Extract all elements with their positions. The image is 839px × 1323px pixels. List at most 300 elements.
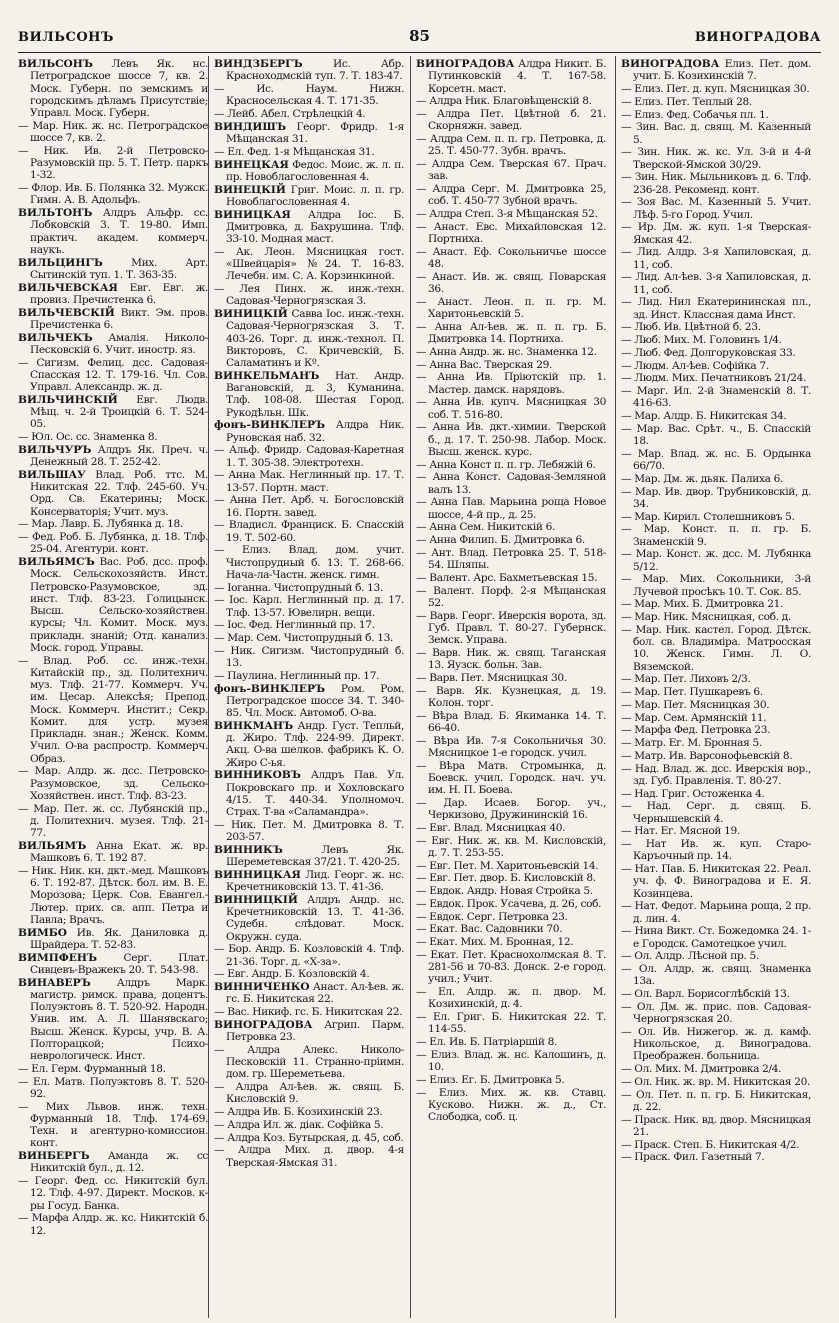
entry-text: — Іоганна. Чистопрудный б. 13. — [214, 581, 383, 594]
entry-text: — Лея Пинх. ж. инж.-техн. Садовая-Черногрязская 3. — [214, 283, 404, 308]
surname: фонъ-ВИНКЛЕРЪ — [214, 419, 326, 432]
surname: ВИНЕЦКАЯ — [214, 158, 289, 171]
column-3 — [416, 58, 606, 1316]
directory-entry — [214, 108, 404, 120]
directory-entry — [18, 120, 208, 145]
entry-text: Андр. Густ. Тепльй, д. Жиро. Тлф. 224-99. Директ. Акц. О-ва шелков. фабрикъ К. О. Жиро С-ья. — [226, 719, 404, 769]
entry-text: — Евдок. Серг. Петровка 23. — [416, 910, 568, 923]
entry-text: — Алдра Ив. Б. Козихинскій 23. — [214, 1106, 383, 1118]
entry-text: — Анна Ив. дкт.-химии. Тверской б., д. 17. Т. 250-98. Лабор. Моск. Высш. женск. курс. — [416, 421, 606, 458]
surname: ВИМПФЕНЪ — [18, 951, 97, 964]
directory-entry — [621, 121, 811, 146]
directory-entry — [214, 209, 404, 246]
directory-entry — [214, 184, 404, 209]
entry-text: — Ол. Ник. ж. вр. М. Никитская 20. — [621, 1075, 811, 1088]
entry-text: — Екат. Мих. М. Бронная, 12. — [416, 936, 574, 948]
surname: ВИЛЬСОНЪ — [18, 58, 93, 70]
entry-text: — Георг. Фед. сс. Никитскій бул. 12. Тлф. 4-97. Директ. Москов. к-ры Госуд. Банка. — [18, 1175, 208, 1212]
surname: ВИНИЦКАЯ — [214, 208, 291, 221]
entry-text: — Мар. Кирил. Столешниковъ 5. — [621, 510, 795, 523]
directory-entry — [18, 357, 208, 394]
directory-entry — [214, 670, 404, 682]
directory-entry — [416, 221, 606, 246]
directory-entry — [621, 1026, 811, 1063]
directory-entry — [416, 133, 606, 158]
surname: ВИННИЧЕНКО — [214, 981, 310, 993]
entry-text: — Іос. Фед. Неглинный пр. 17. — [214, 619, 375, 632]
directory-entry — [621, 988, 811, 1000]
directory-entry — [214, 544, 404, 581]
entry-text: — Ол. Варл. Борисоглѣбскій 13. — [621, 988, 790, 1000]
directory-entry — [416, 1036, 606, 1048]
entry-text: — Лид. Алдр. 3-я Хапиловская, д. 11, соб. — [621, 246, 811, 271]
directory-entry — [416, 911, 606, 923]
surname: ВИЛЬЧЕВСКІЙ — [18, 306, 115, 319]
directory-entry — [621, 523, 811, 548]
directory-entry — [214, 469, 404, 494]
entry-text: — Над. Григ. Остоженка 4. — [621, 787, 765, 800]
entry-text: — Сигизм. Фелиц. дсс. Садовая-Спасская 12. Т. 179-16. Чл. Сов. Управл. Александр. ж. д. — [18, 356, 208, 393]
entry-text: — Алдра Пет. Цвѣтной б. 21. Скорняжн. завед. — [416, 108, 606, 133]
directory-entry — [621, 699, 811, 711]
directory-entry — [621, 724, 811, 736]
directory-entry — [621, 750, 811, 762]
directory-entry — [621, 1089, 811, 1114]
entry-text: — Ол. Алдр. ж. свящ. Знаменка 13а. — [621, 963, 811, 988]
entry-text: — Екат. Пет. Краснохолмская 8. Т. 281-56 и 70-83. Донск. 2-е город. учил.; Учит. — [416, 948, 606, 986]
entry-text: Левъ Як. нс. Петроградское шоссе 7, кв. 2. Моск. Губерн. по земскимъ и городскимъ дѣламъ Присутствіе; Управл. Моск. Губерн. — [30, 58, 208, 119]
entry-text: — Юл. Ос. сс. Знаменка 8. — [18, 431, 158, 443]
directory-entry — [416, 1074, 606, 1086]
entry-text: — Мар. Лавр. Б. Лубянка д. 18. — [18, 518, 183, 531]
directory-entry — [214, 83, 404, 108]
directory-entry — [214, 1132, 404, 1144]
entry-text: — Матр. Ив. Варсонофьевскій 8. — [621, 749, 793, 762]
entry-text: — Людм. Мих. Печатниковъ 21/24. — [621, 372, 807, 385]
directory-entry — [621, 1151, 811, 1163]
directory-entry — [621, 410, 811, 422]
directory-entry — [214, 1044, 404, 1081]
entry-text: Алдръ Альфр. сс. Лобковскій 3. Т. 19-80. Имп. практич. академ. коммерч. наукъ. — [30, 207, 208, 256]
entry-text: — Елиз. Влад. ж. нс. Калошинъ, д. 10. — [416, 1048, 606, 1073]
directory-entry — [214, 246, 404, 283]
surname: ВИНИЦКІЙ — [214, 308, 288, 320]
entry-text: — Елиз. Ег. Б. Дмитровка 5. — [416, 1073, 565, 1086]
entry-text: — Евг. Ник. ж. кв. М. Кисловскій, д. 7. Т. 253-55. — [416, 834, 606, 859]
entry-text: — Праск. Степ. Б. Никитская 4/2. — [621, 1138, 800, 1151]
entry-text: — Евг. Андр. Б. Козловскій 4. — [214, 968, 370, 981]
surname: ВИМБО — [18, 926, 67, 939]
entry-text: — Анна Мак. Неглинный пр. 17. Т. 13-57. Портн. маст. — [214, 469, 404, 494]
directory-entry — [621, 347, 811, 359]
entry-text: — Нат Ив. ж. куп. Старо-Каръочный пр. 14. — [621, 838, 811, 863]
entry-text: — Мар. Ник. Мясницкая, соб. д. — [621, 611, 791, 623]
directory-entry — [621, 321, 811, 333]
entry-text: — Праск. Ник. вд. двор. Мясницкая 21. — [621, 1113, 811, 1138]
surname: ВИЛЬЧИНСКІЙ — [18, 393, 118, 406]
directory-entry — [214, 444, 404, 469]
surname: ВИЛЬЦИНГЪ — [18, 256, 103, 269]
entry-text: — Алдра Ник. Благовѣщенскій 8. — [416, 95, 592, 108]
surname: ВИНБЕРГЪ — [18, 1150, 90, 1162]
entry-text: — Паулина. Неглинный пр. 17. — [214, 669, 380, 682]
entry-text: — Мар. Конст. ж. дсс. М. Лубянка 5/12. — [621, 548, 811, 573]
directory-entry — [621, 1063, 811, 1075]
entry-text: — Евг. Пет. двор. Б. Кисловскій 8. — [416, 872, 596, 885]
directory-entry — [214, 819, 404, 844]
directory-entry — [214, 1019, 404, 1044]
entry-text: — Ник. Пет. М. Дмитровка 8. Т. 203-57. — [214, 818, 404, 843]
directory-entry — [18, 1212, 208, 1237]
directory-entry — [18, 865, 208, 926]
directory-entry — [416, 296, 606, 321]
entry-text: Викт. Эм. пров. Пречистенка 6. — [30, 306, 208, 331]
directory-entry — [416, 371, 606, 396]
directory-entry — [621, 473, 811, 485]
entry-text: — Ник. Сигизм. Чистопрудный б. 13. — [214, 644, 404, 669]
entry-text: — Анна Конст. Садовая-Земляной валъ 13. — [416, 471, 606, 496]
directory-entry — [18, 58, 208, 119]
column-4 — [621, 58, 811, 1316]
running-head-left: ВИЛЬСОНЪ — [18, 30, 114, 45]
directory-entry — [416, 572, 606, 584]
entry-text: — Елиз. Пет. д. куп. Мясницкая 30. — [621, 83, 810, 95]
entry-text: — Алдра Сем. п. п. гр. Петровка, д. 25. Т. 450-77. Зубн. врачъ. — [416, 133, 606, 158]
directory-entry — [214, 943, 404, 968]
entry-text: — Евг. Пет. М. Харитоньевскій 14. — [416, 859, 599, 872]
surname: ВИНЕЦКІЙ — [214, 183, 286, 196]
entry-text: — Алдра Сем. Тверская 67. Прач. зав. — [416, 158, 606, 183]
directory-entry — [621, 925, 811, 950]
entry-text: Аманда ж. сс Никитскій бул., д. 12. — [30, 1150, 208, 1175]
entry-text: — Елиз. Мих. ж. кв. Ставц. Кусково. Нижн. ж. д., Ст. Слободка, соб. ц. — [416, 1086, 606, 1123]
entry-text: — Ел. Матв. Полуэктовъ 8. Т. 520-92. — [18, 1075, 208, 1100]
directory-entry — [416, 923, 606, 935]
directory-entry — [214, 283, 404, 308]
directory-entry — [621, 196, 811, 221]
directory-entry — [214, 582, 404, 594]
entry-text: — Мар. Мих. Б. Дмитровка 21. — [621, 598, 784, 611]
directory-entry — [18, 469, 208, 518]
directory-entry — [18, 145, 208, 182]
entry-text: — Варв. Пет. Мясницкая 30. — [416, 671, 567, 684]
entry-text: — Мар. Пет. ж. сс. Лубянскій пр., д. Политехнич. музея. Тлф. 21-77. — [18, 802, 208, 839]
surname: ВИННИКЪ — [214, 843, 283, 856]
directory-entry — [214, 894, 404, 943]
directory-entry — [18, 952, 208, 977]
entry-text: — Вѣра Матв. Стромынка, д. Боевск. учил. Городск. нач. уч. им. Н. П. Боева. — [416, 759, 606, 796]
entry-text: Анна Екат. ж. вр. Машковъ 6. Т. 192 87. — [30, 839, 208, 864]
column-divider — [615, 56, 616, 1318]
directory-entry — [621, 611, 811, 623]
entry-text: — Евдок. Прок. Усачева, д. 26, соб. — [416, 897, 602, 910]
directory-entry — [621, 825, 811, 837]
entry-text: — Мар. Пет. Мясницкая 30. — [621, 698, 770, 711]
directory-entry — [621, 423, 811, 448]
entry-text: Алдръ Як. Преч. ч. Денежный 28. Т. 252-42. — [30, 443, 208, 468]
directory-entry — [416, 108, 606, 133]
surname: ВИНКМАНЪ — [214, 719, 294, 732]
entry-text: — Люб. Мих. М. Головинъ 1/4. — [621, 334, 782, 346]
surname: ВИНАВЕРЪ — [18, 976, 91, 989]
surname: ВИНОГРАДОВА — [621, 58, 720, 70]
entry-text: Алдръ Марк. магистр. римск. права, доцентъ. Полуэктовъ 8. Т. 520-92. Народн. Унив. им. А. Л. Шанявскаго; Высш. Женск. Курсы, учр. В. А. Полторацкой; Психо-неврологическ. Инст. — [30, 976, 208, 1062]
entry-text: — Марфа Алдр. ж. кс. Никитскій б. 12. — [18, 1212, 208, 1237]
directory-entry — [214, 869, 404, 894]
page-header — [18, 27, 821, 50]
entry-text: Анаст. Ал-ѣев. ж. гс. Б. Никитская 22. — [226, 981, 404, 1006]
surname: ВИЛЬЧЕКЪ — [18, 331, 93, 344]
entry-text: — Зоя Вас. М. Казенный 5. Учит. Лѣф. 5-го Город. Учил. — [621, 196, 811, 221]
entry-text: — Ел. Алдр. ж. п. двор. М. Козихинскій, д. 4. — [416, 986, 606, 1011]
directory-entry — [621, 271, 811, 296]
directory-entry — [416, 359, 606, 371]
directory-entry — [416, 346, 606, 358]
entry-text: — Лид. Нил Екатерининская пл., зд. Инст. Классная дама Инст. — [621, 296, 811, 321]
directory-entry — [621, 171, 811, 196]
entry-text: — Матр. Ег. М. Бронная 5. — [621, 737, 762, 749]
surname: ВИЛЬЯМЪ — [18, 839, 87, 852]
directory-entry — [416, 898, 606, 910]
surname: ВИЛЬЧУРЪ — [18, 443, 92, 456]
directory-entry — [621, 511, 811, 523]
entry-text: — Варв. Ник. ж. свящ. Таганская 13. Яузск. больн. Зав. — [416, 646, 606, 671]
directory-entry — [621, 109, 811, 121]
directory-entry — [416, 521, 606, 533]
entry-text: — Ел. Герм. Фурманный 18. — [18, 1062, 166, 1075]
entry-text: — Мар. Пет. Пушкаревъ 6. — [621, 686, 763, 698]
entry-text: — Мар. Сем. Чистопрудный б. 13. — [214, 632, 394, 644]
surname: ВИННИЦКАЯ — [214, 868, 301, 881]
entry-text: — Дар. Исаев. Богор. уч., Черкизово, Дружининскій 16. — [416, 796, 606, 821]
entry-text: — Над. Серг. д. свящ. Б. Чернышевскій 4. — [621, 800, 811, 825]
entry-text: Евг. Евг. ж. провиз. Пречистенка 6. — [30, 281, 208, 306]
directory-entry — [416, 396, 606, 421]
directory-entry — [416, 58, 606, 95]
entry-text: Лид. Георг. ж. нс. Кречетниковскій 13. Т. 41-36. — [226, 868, 404, 893]
directory-entry — [416, 885, 606, 897]
entry-text: — Вас. Никиф. гс. Б. Никитская 22. — [214, 1006, 403, 1018]
entry-text: — Ник. Ив. 2-й Петровско-Разумовскій пр. 5. Т. Петр. паркъ 1-32. — [18, 144, 208, 182]
directory-entry — [621, 334, 811, 346]
entry-text: — Варв. Георг. Иверскія ворота, зд. Губ. Правл. Т. 80-27. Губернск. Земск. Управа. — [416, 609, 606, 646]
entry-text: — Люб. Фед. Долгоруковская 33. — [621, 346, 796, 359]
directory-entry — [18, 977, 208, 1063]
entry-text: Алдра Никит. Б. Путинковскій 4. Т. 167-58. Корсетн. маст. — [428, 58, 606, 95]
directory-entry — [416, 208, 606, 220]
directory-entry — [621, 863, 811, 900]
directory-entry — [621, 788, 811, 800]
directory-entry — [416, 860, 606, 872]
entry-text: — Ак. Леон. Мясницкая гост. «Швейцарія» №24. Т. 16-83. Лечебн. им. С. А. Корзинкиной. — [214, 245, 404, 283]
entry-text: — Алдра Ил. ж. діак. Софійка 5. — [214, 1118, 384, 1131]
surname: фонъ-ВИНКЛЕРЪ — [214, 682, 326, 695]
entry-text: Алдръ Пав. Ул. Покровскаго пр. и Хохловскаго 4/15. Т. 440-34. Уполномоч. Страх. Т-ва «Саламандра». — [226, 769, 404, 818]
directory-entry — [18, 655, 208, 765]
running-head-right: ВИНОГРАДОВА — [694, 30, 821, 45]
entry-text: — Мар. Конст. п. п. гр. Б. Знаменскій 9. — [621, 523, 811, 548]
surname: ВИННИКОВЪ — [214, 769, 301, 782]
entry-text: — Ис. Наум. Нижн. Красносельская 4. Т. 171-35. — [214, 83, 404, 108]
entry-text: Левъ Як. Шереметевская 37/21. Т. 420-25. — [226, 843, 404, 868]
directory-entry — [416, 471, 606, 496]
entry-text: — Ник. Ник. кн. дкт.-мед. Машковъ 6. Т. 192-87. Дѣтск. бол. им. В. Е. Морозова; Церк. Сов. Евангел.-Лютер. прих. св. апп. Петра и Павла; Врачъ. — [18, 864, 208, 926]
entry-text: — Ел. Григ. Б. Никитская 22. Т. 114-55. — [416, 1011, 606, 1036]
directory-entry — [621, 372, 811, 384]
directory-entry — [18, 1076, 208, 1101]
entry-text: Вас. Роб. дсс. проф. Моск. Сельскохозяйств. Инст. Петровско-Разумовское, зд. инст. Тлф. 83-23. Голицынск. Высш. Сельско-хозяйствен. курсы; Чл. Комит. Моск. муз. прикладн. знаній; Отд. канализ. Моск. город. Управы. — [30, 556, 208, 654]
entry-text: — Алдра Алекс. Николо-Песковскій 11. Странно-пріимн. дом. гр. Шереметьева. — [214, 1043, 404, 1081]
directory-entry — [621, 573, 811, 598]
directory-entry — [18, 394, 208, 431]
directory-entry — [214, 1144, 404, 1169]
directory-entry — [621, 900, 811, 925]
directory-entry — [416, 986, 606, 1011]
surname: ВИЛЬТОНЪ — [18, 207, 93, 219]
directory-entry — [621, 800, 811, 825]
entry-text: — Мар. Ник. ж. нс. Петроградское шоссе 7, кв. 2. — [18, 119, 208, 144]
entry-text: Евг. Людв. Мѣщ. ч. 2-й Троицкій 6. Т. 524-05. — [30, 393, 208, 431]
directory-entry — [214, 159, 404, 184]
entry-text: Алдра Ник. Руновская наб. 32. — [226, 419, 404, 444]
directory-entry — [621, 950, 811, 962]
directory-entry — [416, 710, 606, 735]
entry-text: Алдра Іос. Б. Дмитровка, д. Бахрушина. Тлф. 33-10. Модная маст. — [226, 208, 404, 245]
directory-entry — [18, 444, 208, 469]
entry-text: Серг. Плат. Сивцевъ-Вражекъ 20. Т. 543-98. — [30, 951, 208, 976]
entry-text: — Ол. Пет. п. п. гр. Б. Никитская, д. 22. — [621, 1088, 811, 1113]
directory-entry — [416, 1011, 606, 1036]
entry-text: — Мар. Влад. ж. нс. Б. Ордынка 66/70. — [621, 447, 811, 472]
directory-entry — [18, 431, 208, 443]
directory-entry — [621, 673, 811, 685]
entry-text: — Бор. Андр. Б. Козловскій 4. Тлф. 21-36. Торг. д. «Х-за». — [214, 943, 404, 968]
entry-text: — Ел. Ив. Б. Патріаршій 8. — [416, 1036, 557, 1048]
directory-entry — [18, 840, 208, 865]
entry-text: — Ол. Алдр. Лѣсной пр. 5. — [621, 950, 759, 963]
entry-text: Григ. Моис. л. п. гр. Новоблагословенная 4. — [226, 183, 404, 208]
entry-text: Алдръ Андр. нс. Кречетниковскій 13. Т. 41-36. Судебн. слѣдоват. Моск. Окружн. суда. — [226, 893, 404, 943]
entry-text: — Ант. Влад. Петровка 25. Т. 518-54. Шляпы. — [416, 546, 606, 571]
directory-entry — [18, 182, 208, 207]
surname: ВИЛЬЧЕВСКАЯ — [18, 281, 118, 294]
directory-entry — [416, 321, 606, 346]
entry-text: — Вѣра Ив. 7-я Сокольничья 30. Мясницкое 1-е городск. учил. — [416, 734, 606, 759]
entry-text: — Мар. Пет. Лиховъ 2/3. — [621, 673, 751, 686]
directory-entry — [416, 158, 606, 183]
entry-text: — Алдра Коз. Бутырская, д. 45, соб. — [214, 1131, 404, 1144]
entry-text: — Анаст. Евс. Михайловская 12. Портниха. — [416, 220, 606, 245]
directory-entry — [214, 121, 404, 146]
entry-text: — Над. Влад. ж. дсс. Иверскія вор., зд. Губ. Правленія. Т. 80-27. — [621, 762, 811, 787]
directory-entry — [416, 835, 606, 860]
entry-text: — Анна Вас. Тверская 29. — [416, 358, 553, 371]
entry-text: — Мар. Вас. Срѣт. ч., Б. Спасскій 18. — [621, 422, 811, 447]
surname: ВИЛЬЯМСЪ — [18, 556, 95, 568]
entry-text: — Варв. Як. Кузнецкая, д. 19. Колон. торг. — [416, 684, 606, 709]
directory-entry — [416, 246, 606, 271]
entry-text: — Мар. Ив. двор. Трубниковскій, д. 34. — [621, 485, 811, 510]
entry-text: — Алдра Ал-ѣев. ж. свящ. Б. Кисловскій 9. — [214, 1081, 404, 1106]
entry-text: — Праск. Фил. Газетный 7. — [621, 1151, 765, 1164]
directory-entry — [416, 735, 606, 760]
directory-entry — [214, 146, 404, 158]
directory-entry — [214, 1119, 404, 1131]
entry-text: — Нат. Пав. Б. Никитская 22. Реал. уч. ф. Ф. Виноградова и Е. Я. Козинцева. — [621, 863, 811, 900]
directory-entry — [416, 685, 606, 710]
entry-text: — Анна Ив. Пріютскій пр. 1. Мастер. дамск. нарядовъ. — [416, 371, 606, 396]
directory-entry — [621, 296, 811, 321]
directory-entry — [621, 146, 811, 171]
entry-text: — Людм. Ал-ѣев. Софійка 7. — [621, 359, 769, 372]
entry-text: — Елиз. Фед. Собачья пл. 1. — [621, 108, 769, 121]
entry-text: — Анаст. Ив. ж. свящ. Поварская 36. — [416, 270, 606, 295]
entry-text: — Алдра Степ. 3-я Мѣщанская 52. — [416, 208, 598, 220]
directory-entry — [214, 519, 404, 544]
directory-entry — [416, 949, 606, 986]
directory-entry — [214, 58, 404, 83]
directory-entry — [621, 385, 811, 410]
directory-entry — [416, 1087, 606, 1124]
entry-text: — Марг. Ил. 2-й Знаменскій 8. Т. 416-63. — [621, 385, 811, 410]
entry-text: — Мар. Сем. Армянскій 11. — [621, 711, 767, 724]
directory-entry — [214, 683, 404, 720]
entry-text: — Валент. Арс. Бахметьевская 15. — [416, 571, 598, 584]
entry-text: — Флор. Ив. Б. Полянка 32. Мужск. Гимн. А. В. Адольфъ. — [18, 182, 208, 207]
directory-entry — [621, 486, 811, 511]
header-rule — [18, 52, 821, 53]
directory-entry — [214, 1006, 404, 1018]
directory-entry — [18, 518, 208, 530]
entry-text: — Лид. Ал-ѣев. 3-я Хапиловская, д. 11, соб. — [621, 271, 811, 296]
entry-text: — Алдра Серг. М. Дмитровка 25, соб. Т. 450-77 Зубной врачъ. — [416, 183, 606, 208]
entry-text: — Валент. Порф. 2-я Мѣщанская 52. — [416, 584, 606, 609]
entry-text: — Мар. Ник. кастел. Город. Дѣтск. бол. св. Владиміра. Матросская 10. Женск. Гимн. Л. О. Вяземской. — [621, 623, 811, 673]
entry-text: — Мих Львов. инж. техн. Фурманный 18. Тлф. 174-69. Техн. и агентурно-комиссион. конт. — [18, 1100, 208, 1150]
entry-text: Георг. Фридр. 1-я Мѣщанская 31. — [226, 120, 404, 145]
directory-entry — [621, 712, 811, 724]
directory-entry — [18, 207, 208, 256]
surname: ВИЛЬШАУ — [18, 468, 86, 481]
directory-entry — [621, 1076, 811, 1088]
directory-entry — [18, 531, 208, 556]
directory-entry — [416, 797, 606, 822]
directory-entry — [18, 307, 208, 332]
directory-entry — [18, 556, 208, 654]
directory-entry — [214, 619, 404, 631]
entry-text: — Екат. Вас. Садовники 70. — [416, 923, 563, 936]
entry-text: Федос. Моис. ж. л. п. пр. Новоблагословенная 4. — [226, 158, 404, 183]
directory-entry — [416, 822, 606, 834]
entry-text: — Зин. Ник. ж. кс. Ул. 3-й и 4-й Тверской-Ямской 30/29. — [621, 146, 811, 171]
directory-entry — [621, 737, 811, 749]
directory-entry — [621, 548, 811, 573]
directory-entry — [621, 1139, 811, 1151]
directory-entry — [18, 257, 208, 282]
entry-text: — Алдра Мих. д. двор. 4-я Тверская-Ямская 31. — [214, 1144, 404, 1169]
entry-text: — Нина Викт. Ст. Божедомка 24. 1-е Городск. Самотецкое учил. — [621, 925, 811, 950]
entry-text: — Зин. Ник. Мыльниковъ д. 6. Тлф. 236-28. Рекоменд. конт. — [621, 171, 811, 196]
entry-text: — Анна Андр. ж. нс. Знаменка 12. — [416, 345, 597, 358]
directory-entry — [214, 594, 404, 619]
directory-entry — [18, 927, 208, 952]
directory-entry — [621, 96, 811, 108]
entry-text: — Анна Филип. Б. Дмитровка 6. — [416, 534, 585, 546]
entry-text: — Елиз. Пет. Теплый 28. — [621, 95, 752, 108]
directory-entry — [621, 58, 811, 83]
entry-text: Нат. Андр. Вагановскій, д. 3, Куманина. Тлф. 108-08. Шестая Город. Рукодѣльн. Шк. — [226, 369, 404, 419]
directory-entry — [621, 598, 811, 610]
